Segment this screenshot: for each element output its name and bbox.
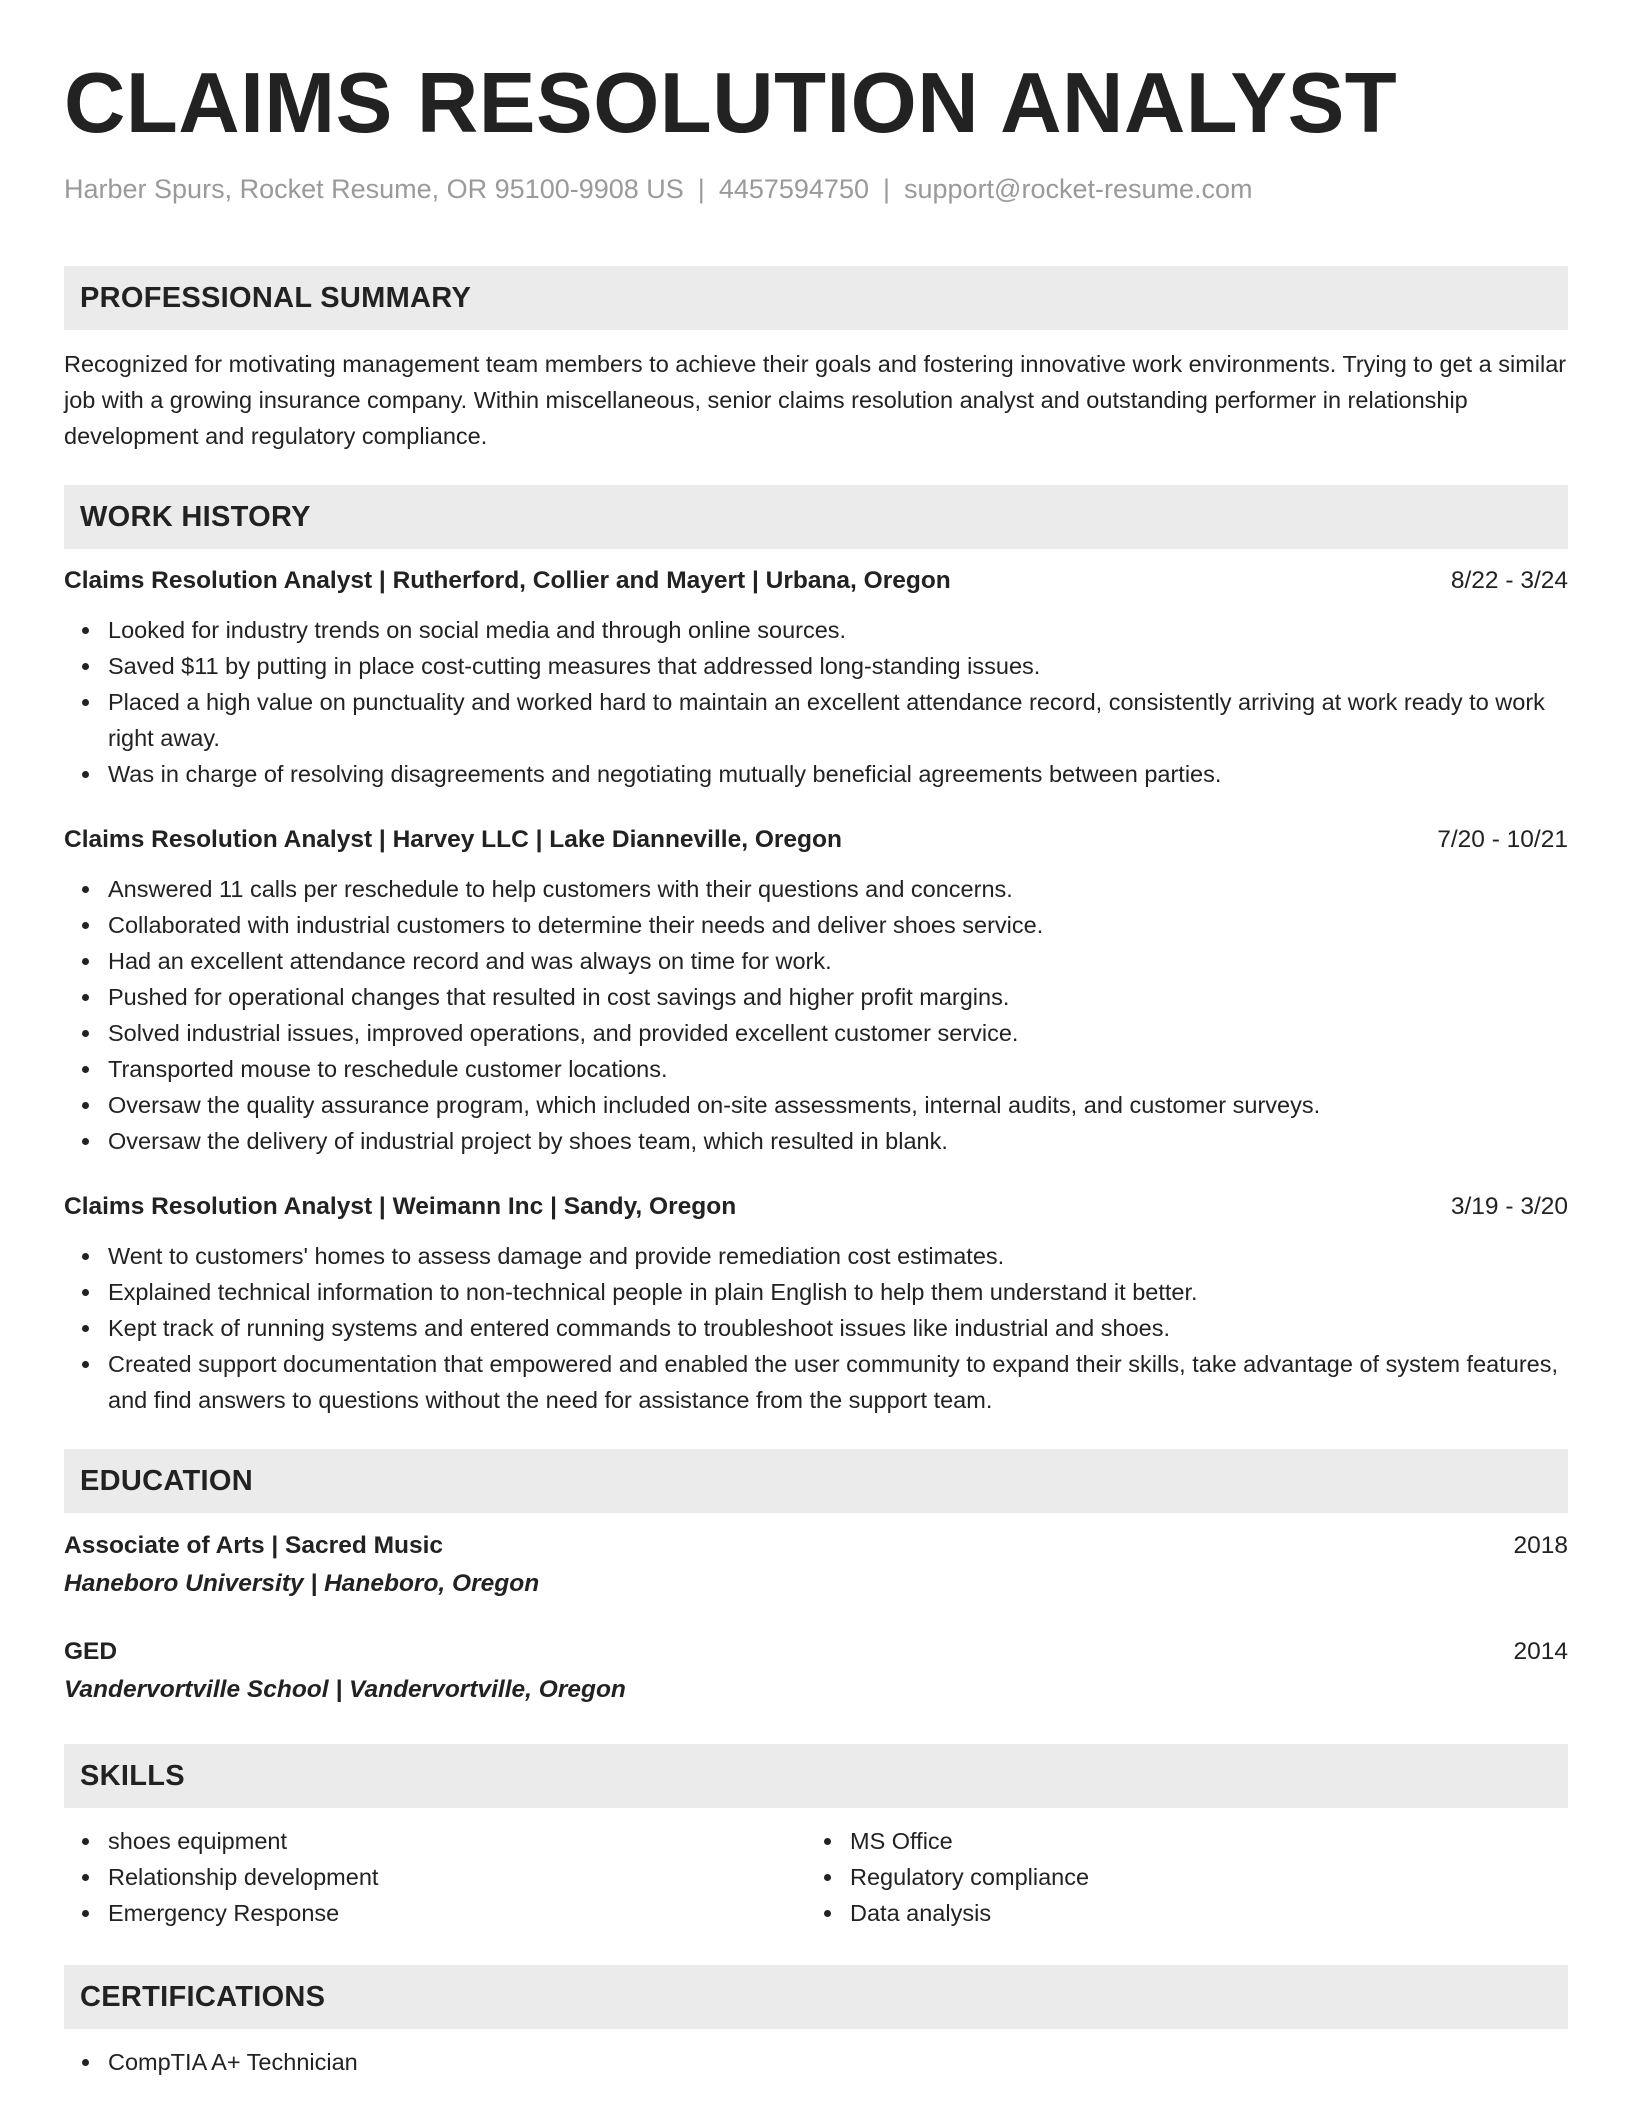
education-heading-row bbox=[64, 1636, 1568, 1668]
job-bullet: Pushed for operational changes that resulted in cost savings and higher profit margins. bbox=[108, 979, 1568, 1015]
education-entry bbox=[64, 1636, 1568, 1706]
job-dates: 7/20 - 10/21 bbox=[1437, 826, 1568, 853]
job-entry bbox=[64, 824, 1568, 1159]
section-header-summary: PROFESSIONAL SUMMARY bbox=[64, 266, 1568, 330]
skill-item: Data analysis bbox=[850, 1895, 1548, 1931]
job-title: Claims Resolution Analyst | Rutherford, Collier and Mayert | Urbana, Oregon bbox=[64, 567, 951, 594]
job-bullet: Was in charge of resolving disagreements and negotiating mutually beneficial agreements between parties. bbox=[108, 756, 1568, 792]
job-bullet: Went to customers' homes to assess damage and provide remediation cost estimates. bbox=[108, 1238, 1568, 1274]
skill-item: shoes equipment bbox=[108, 1823, 806, 1859]
job-heading-row bbox=[64, 1191, 1568, 1223]
section-header-work-history: WORK HISTORY bbox=[64, 485, 1568, 549]
job-bullet: Oversaw the quality assurance program, which included on-site assessments, internal audits, and customer surveys. bbox=[108, 1087, 1568, 1123]
job-heading-row bbox=[64, 565, 1568, 597]
job-heading-row bbox=[64, 824, 1568, 856]
contact-separator: | bbox=[882, 174, 890, 204]
job-bullet: Transported mouse to reschedule customer locations. bbox=[108, 1051, 1568, 1087]
job-dates: 3/19 - 3/20 bbox=[1450, 1193, 1568, 1220]
job-bullet: Had an excellent attendance record and was always on time for work. bbox=[108, 943, 1568, 979]
skills-list bbox=[64, 1823, 806, 1931]
contact-phone: 4457594750 bbox=[718, 174, 869, 204]
job-bullet: Saved $11 by putting in place cost-cutting measures that addressed long-standing issues. bbox=[108, 648, 1568, 684]
contact-email: support@rocket-resume.com bbox=[904, 174, 1253, 204]
candidate-title: CLAIMS RESOLUTION ANALYST bbox=[64, 56, 1398, 151]
summary-text: Recognized for motivating management team members to achieve their goals and fostering innovative work environments. Trying to get a similar job with a growing insurance company. Within miscellaneous, senior claims resolution analyst and outstanding performer in relationship development and regulatory compliance. bbox=[64, 351, 1567, 449]
job-bullet-list bbox=[64, 871, 1568, 1159]
skills-column-right bbox=[806, 1823, 1548, 1931]
certification-item: CompTIA A+ Technician bbox=[108, 2044, 1568, 2080]
job-bullet: Solved industrial issues, improved operations, and provided excellent customer service. bbox=[108, 1015, 1568, 1051]
job-title: Claims Resolution Analyst | Weimann Inc | Sandy, Oregon bbox=[64, 1193, 737, 1220]
job-bullet: Created support documentation that empowered and enabled the user community to expand their skills, take advantage of system features, and find answers to questions without the need for assistance from the support team. bbox=[108, 1346, 1568, 1418]
section-header-certifications: CERTIFICATIONS bbox=[64, 1965, 1568, 2029]
skill-item: Relationship development bbox=[108, 1859, 806, 1895]
job-entry bbox=[64, 1191, 1568, 1418]
job-entry bbox=[64, 565, 1568, 792]
education-year: 2014 bbox=[1513, 1638, 1568, 1665]
skill-item: MS Office bbox=[850, 1823, 1548, 1859]
education-school: Vandervortville School | Vandervortville, Oregon bbox=[64, 1676, 626, 1703]
education-degree: GED bbox=[64, 1638, 118, 1665]
job-bullet: Explained technical information to non-technical people in plain English to help them understand it better. bbox=[108, 1274, 1568, 1310]
skills-column-left bbox=[64, 1823, 806, 1931]
skill-item: Emergency Response bbox=[108, 1895, 806, 1931]
job-bullet: Placed a high value on punctuality and worked hard to maintain an excellent attendance record, consistently arriving at work ready to work right away. bbox=[108, 684, 1568, 756]
skills-list bbox=[806, 1823, 1548, 1931]
job-bullet: Looked for industry trends on social media and through online sources. bbox=[108, 612, 1568, 648]
job-bullet-list bbox=[64, 612, 1568, 792]
job-bullet-list bbox=[64, 1238, 1568, 1418]
resume-page bbox=[64, 58, 1568, 2080]
education-degree: Associate of Arts | Sacred Music bbox=[64, 1532, 444, 1559]
section-header-education: EDUCATION bbox=[64, 1449, 1568, 1513]
contact-address: Harber Spurs, Rocket Resume, OR 95100-9908 US bbox=[64, 174, 684, 204]
skills-grid bbox=[64, 1823, 1568, 1931]
job-bullet: Oversaw the delivery of industrial project by shoes team, which resulted in blank. bbox=[108, 1123, 1568, 1159]
education-year: 2018 bbox=[1513, 1532, 1568, 1559]
job-title: Claims Resolution Analyst | Harvey LLC | Lake Dianneville, Oregon bbox=[64, 826, 842, 853]
skill-item: Regulatory compliance bbox=[850, 1859, 1548, 1895]
job-dates: 8/22 - 3/24 bbox=[1450, 567, 1568, 594]
contact-separator: | bbox=[697, 174, 705, 204]
job-bullet: Collaborated with industrial customers to determine their needs and deliver shoes service. bbox=[108, 907, 1568, 943]
education-heading-row bbox=[64, 1530, 1568, 1562]
section-header-skills: SKILLS bbox=[64, 1744, 1568, 1808]
education-entry bbox=[64, 1530, 1568, 1600]
certifications-list bbox=[64, 2044, 1568, 2080]
job-bullet: Answered 11 calls per reschedule to help customers with their questions and concerns. bbox=[108, 871, 1568, 907]
job-bullet: Kept track of running systems and entered commands to troubleshoot issues like industrial and shoes. bbox=[108, 1310, 1568, 1346]
education-school: Haneboro University | Haneboro, Oregon bbox=[64, 1570, 540, 1597]
contact-line bbox=[64, 172, 1568, 206]
